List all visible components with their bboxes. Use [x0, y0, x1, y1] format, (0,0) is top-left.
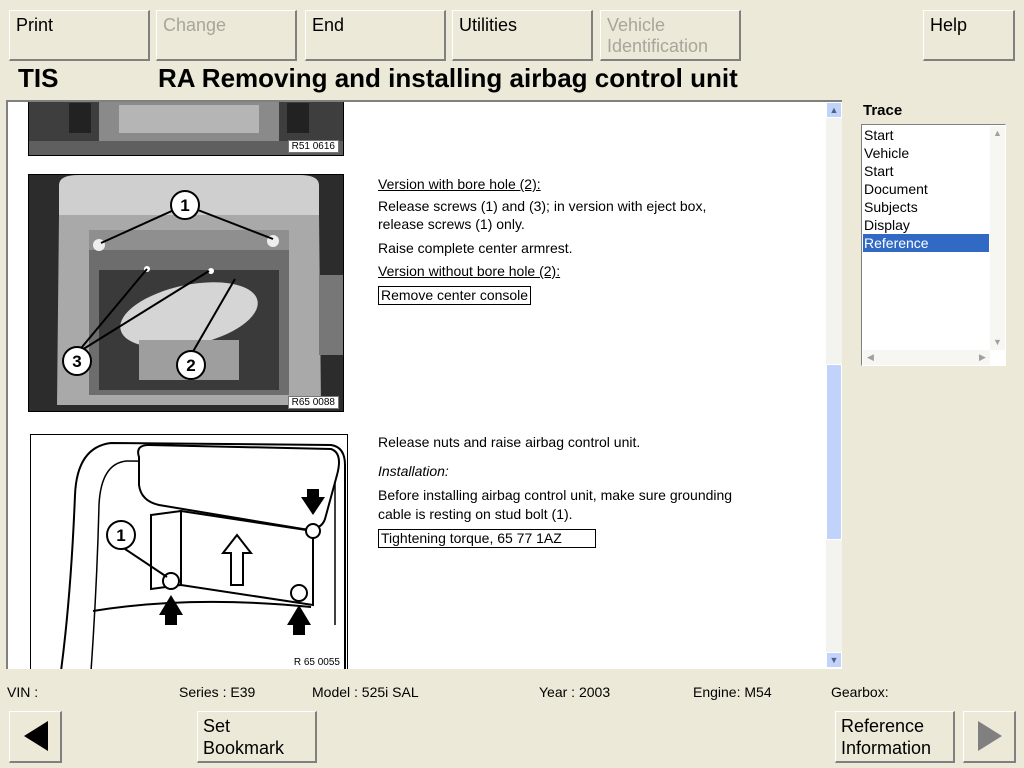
back-button[interactable]: [9, 711, 62, 763]
callout-1: 1: [116, 526, 126, 545]
step2-line3: cable is resting on stud bolt (1).: [378, 506, 573, 522]
set-bookmark-label-line1: Set: [203, 716, 231, 736]
trace-scroll-right-arrow[interactable]: ▶: [979, 352, 986, 362]
step2-line2: Before installing airbag control unit, make sure grounding: [378, 487, 733, 503]
section-label: TIS: [18, 63, 59, 93]
reference-information-button[interactable]: [835, 711, 955, 763]
print-button-label: Print: [16, 15, 54, 35]
bottom-navigation: [0, 703, 1024, 768]
installation-heading: Installation:: [378, 463, 449, 479]
utilities-button[interactable]: [452, 10, 593, 61]
trace-item[interactable]: Display: [864, 217, 910, 233]
figure-r65-0088: [28, 174, 344, 412]
year-label: Year : 2003: [539, 684, 611, 700]
figure-label: R 65 0055: [291, 657, 343, 668]
figure-label: R65 0088: [288, 396, 339, 409]
vehicle-identification-label-line2: Identification: [607, 36, 709, 56]
set-bookmark-label-line2: Bookmark: [203, 738, 285, 758]
trace-title: Trace: [863, 102, 903, 119]
trace-item[interactable]: Subjects: [864, 199, 918, 215]
remove-center-console-link[interactable]: Remove center console: [378, 286, 531, 305]
scroll-thumb[interactable]: [826, 364, 842, 540]
step1-line3: Raise complete center armrest.: [378, 240, 573, 256]
trace-item[interactable]: Start: [864, 127, 894, 143]
reference-information-label-line2: Information: [841, 738, 932, 758]
trace-vertical-scrollbar[interactable]: [990, 126, 1005, 350]
step1-heading2: Version without bore hole (2):: [378, 263, 561, 279]
page-title: RA Removing and installing airbag control unit: [158, 63, 738, 93]
change-button[interactable]: [156, 10, 297, 61]
trace-item[interactable]: Vehicle: [864, 145, 910, 161]
triangle-right-icon: [964, 712, 1014, 761]
help-button-label: Help: [930, 15, 968, 35]
vehicle-identification-label-line1: Vehicle: [607, 15, 666, 35]
document-pane[interactable]: [6, 100, 842, 669]
trace-list[interactable]: [861, 124, 1006, 366]
figure-r65-0055-illustration: [31, 435, 348, 669]
scroll-up-arrow[interactable]: ▲: [826, 102, 842, 118]
step1-line1: Release screws (1) and (3); in version with eject box,: [378, 198, 707, 214]
trace-item[interactable]: Document: [864, 181, 928, 197]
figure-r65-0055: [30, 434, 348, 669]
triangle-left-icon: [10, 712, 60, 761]
trace-scroll-up-arrow[interactable]: ▲: [993, 128, 1002, 138]
utilities-button-label: Utilities: [459, 15, 518, 35]
tightening-torque-link[interactable]: Tightening torque, 65 77 1AZ: [378, 529, 596, 548]
reference-information-label-line1: Reference: [841, 716, 925, 736]
callout-2: 2: [186, 356, 196, 375]
callout-1: 1: [180, 196, 190, 215]
change-button-label: Change: [163, 15, 227, 35]
engine-label: Engine: M54: [693, 684, 772, 700]
document-scrollbar[interactable]: [826, 102, 842, 668]
trace-item-selected[interactable]: Reference: [863, 234, 989, 252]
trace-item[interactable]: Start: [864, 163, 894, 179]
step2-line1: Release nuts and raise airbag control unit.: [378, 434, 641, 450]
end-button-label: End: [312, 15, 345, 35]
vehicle-identification-button[interactable]: [600, 10, 741, 61]
end-button[interactable]: [305, 10, 446, 61]
print-button[interactable]: [9, 10, 150, 61]
vin-label: VIN :: [7, 684, 39, 700]
trace-scroll-left-arrow[interactable]: ◀: [867, 352, 874, 362]
model-label: Model : 525i SAL: [312, 684, 419, 700]
callout-3: 3: [72, 352, 82, 371]
help-button[interactable]: [923, 10, 1015, 61]
series-label: Series : E39: [179, 684, 256, 700]
step1-line2: release screws (1) only.: [378, 216, 525, 232]
trace-scroll-down-arrow[interactable]: ▼: [993, 337, 1002, 347]
figure-r51-0616: [28, 100, 344, 156]
figure-label: R51 0616: [288, 140, 339, 153]
trace-horizontal-scrollbar[interactable]: [863, 350, 990, 365]
forward-button[interactable]: [963, 711, 1016, 763]
set-bookmark-button[interactable]: [197, 711, 317, 763]
gearbox-label: Gearbox:: [831, 684, 889, 700]
step1-heading: Version with bore hole (2):: [378, 176, 541, 192]
figure-r65-0088-illustration: [29, 175, 344, 412]
scroll-down-arrow[interactable]: ▼: [826, 652, 842, 668]
